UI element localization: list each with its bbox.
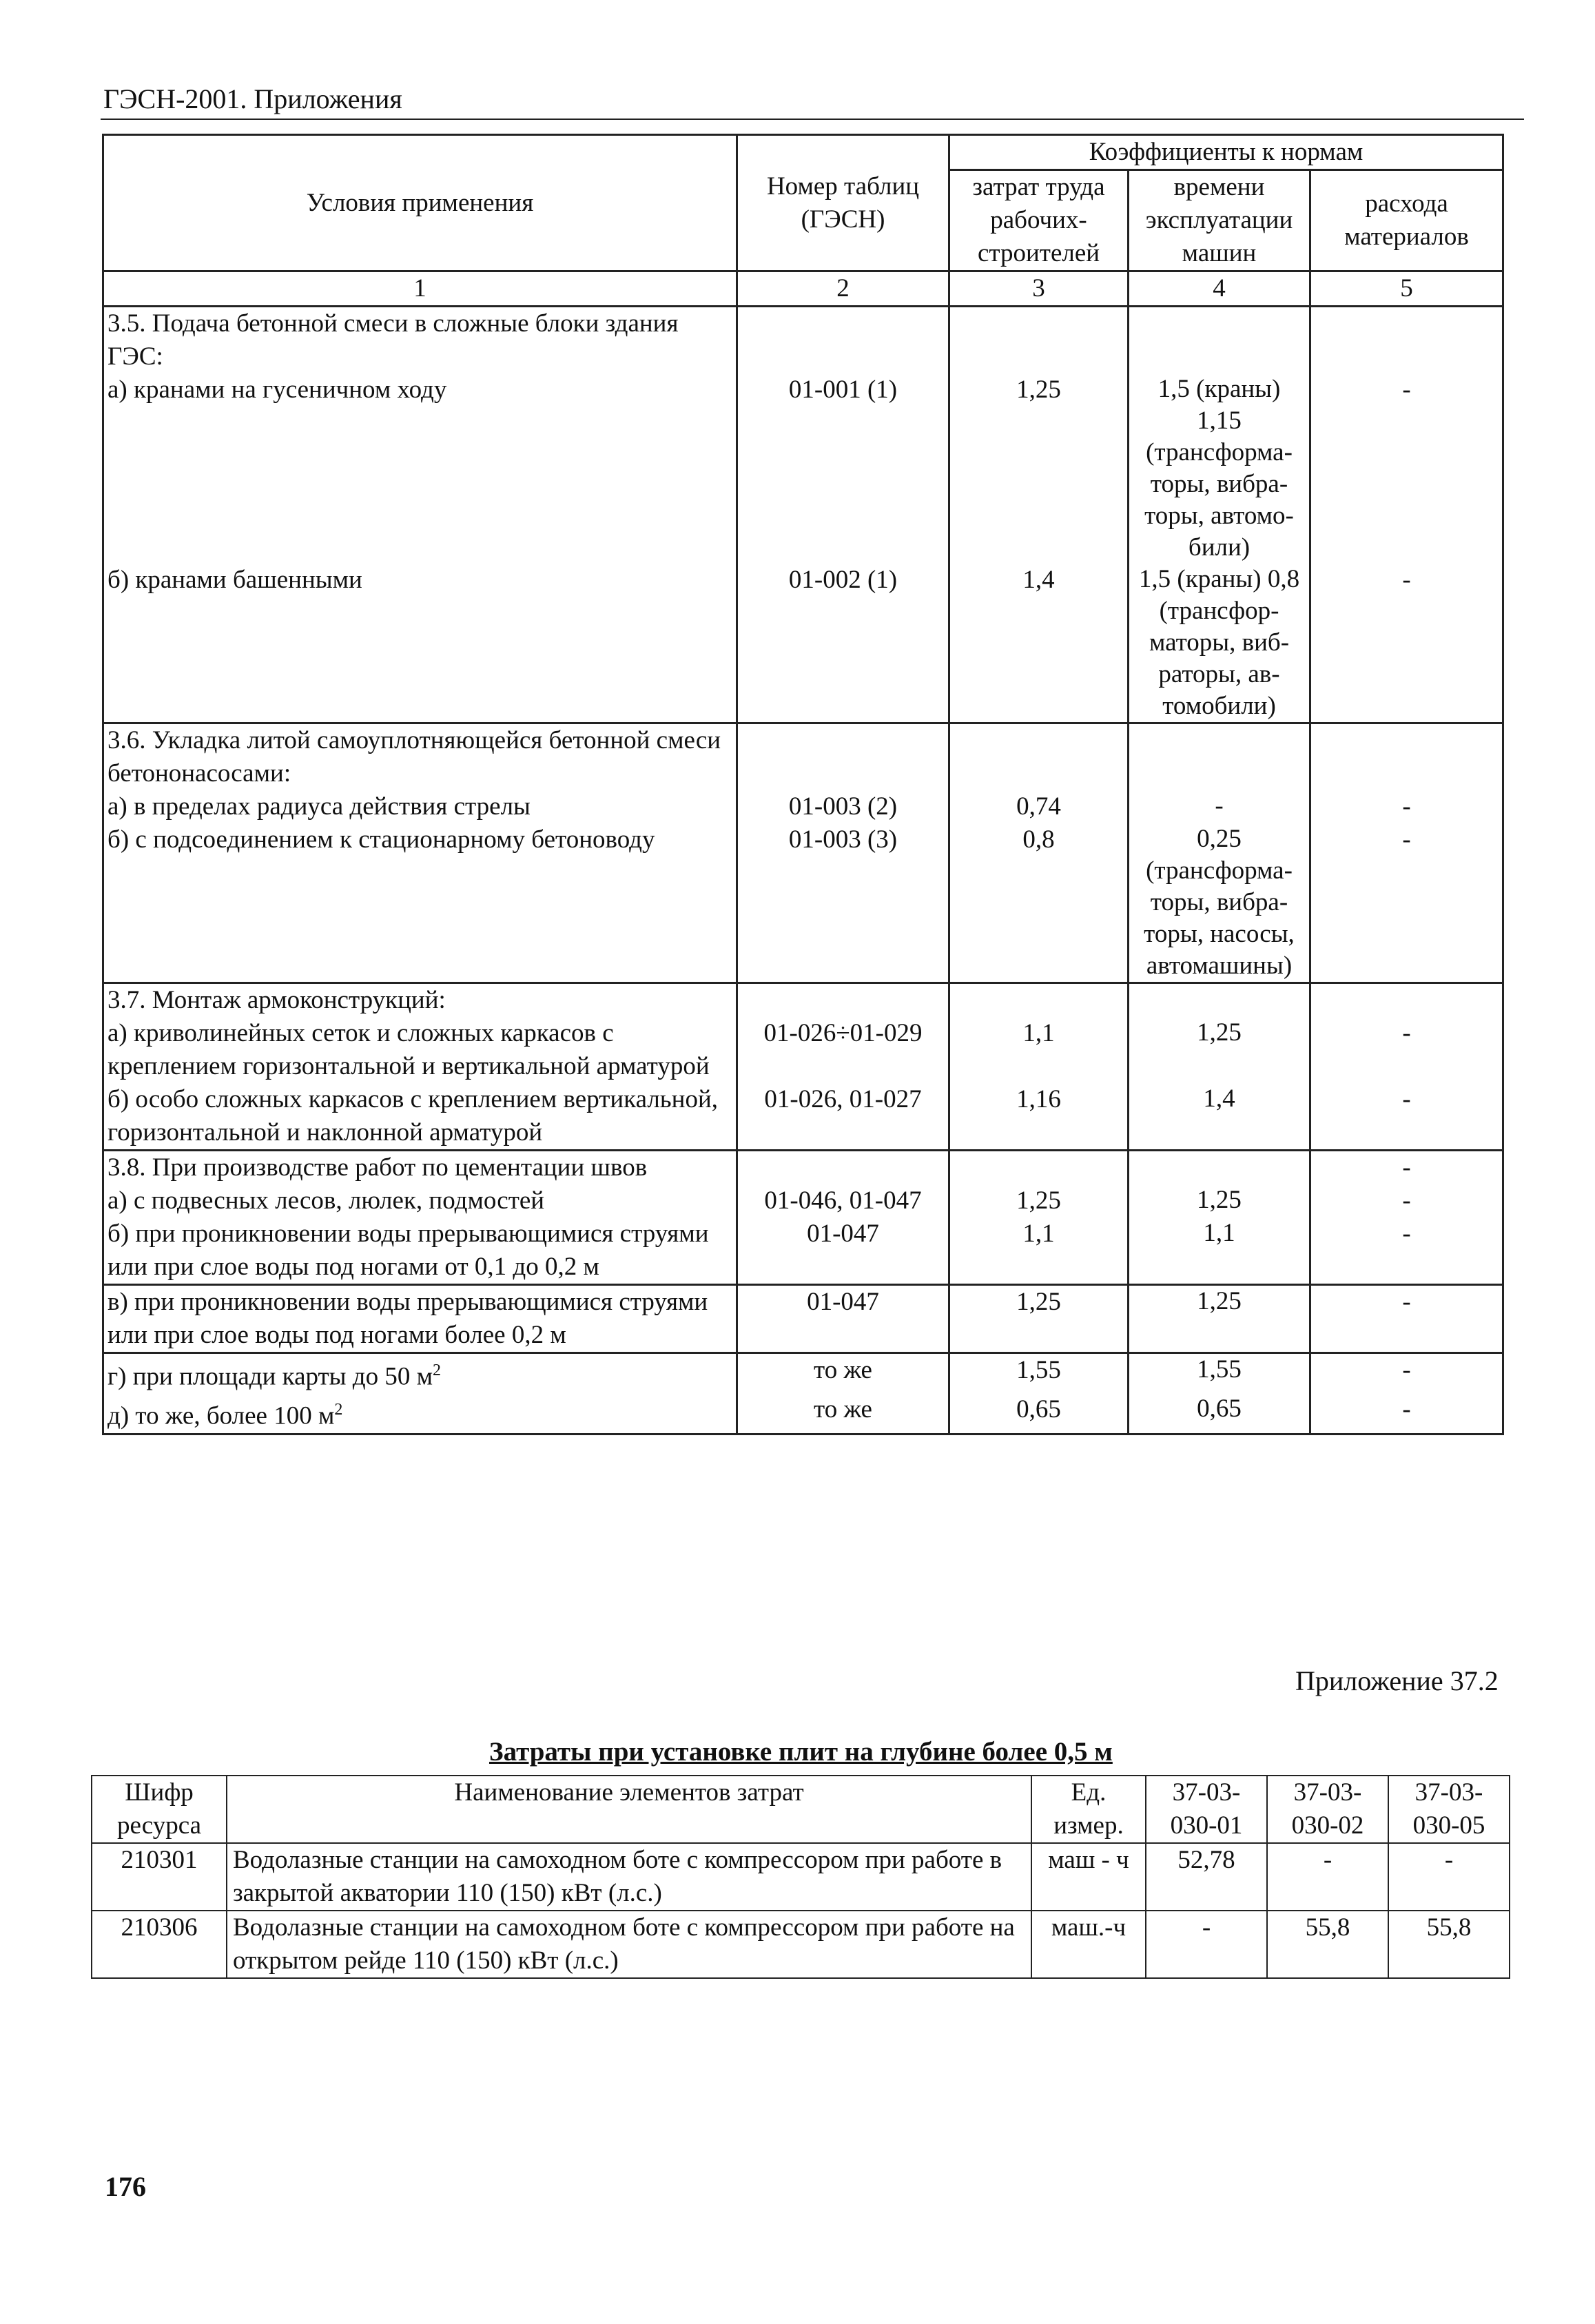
machines-coeff-cell: 1,5 (краны) 0,8 (трансфор-маторы, виб-раторы, ав-томобили) bbox=[1129, 564, 1310, 723]
materials-coeff-cell: - bbox=[1310, 1151, 1503, 1185]
materials-coeff-cell bbox=[1310, 307, 1503, 374]
column-number: 3 bbox=[949, 271, 1129, 307]
materials-coeff-cell: - bbox=[1310, 1083, 1503, 1151]
costs-table bbox=[91, 1775, 1510, 1979]
norm-value-cell: 52,78 bbox=[1146, 1843, 1267, 1911]
table-number-cell: 01-003 (3) bbox=[737, 823, 949, 983]
labor-coeff-cell: 1,16 bbox=[949, 1083, 1129, 1151]
materials-coeff-cell: - bbox=[1310, 823, 1503, 983]
machines-coeff-cell bbox=[1129, 983, 1310, 1018]
table-row bbox=[103, 1353, 1503, 1394]
table-row bbox=[103, 307, 1503, 374]
condition-cell: а) криволинейных сеток и сложных каркасов с креплением горизонтальной и вертикальной арматурой bbox=[103, 1017, 737, 1083]
table-row bbox=[92, 1911, 1510, 1978]
table-row bbox=[103, 723, 1503, 791]
norm-value-cell: 55,8 bbox=[1267, 1911, 1388, 1978]
header-rule bbox=[101, 119, 1524, 120]
costs-header-cell: Шифр ресурса bbox=[92, 1776, 227, 1843]
table-row bbox=[103, 1151, 1503, 1185]
condition-cell: а) с подвесных лесов, люлек, подмостей bbox=[103, 1184, 737, 1217]
condition-cell: б) при проникновении воды прерывающимися струями или при слое воды под ногами от 0,1 до 0,2 м bbox=[103, 1217, 737, 1285]
cost-element-name-cell: Водолазные станции на самоходном боте с компрессором при работе в закрытой акватории 110 (150) кВт (л.с.) bbox=[227, 1843, 1031, 1911]
materials-coeff-cell: - bbox=[1310, 1285, 1503, 1353]
machines-coeff-cell: 1,1 bbox=[1129, 1217, 1310, 1285]
table-row bbox=[103, 983, 1503, 1018]
labor-coeff-cell: 1,1 bbox=[949, 1217, 1129, 1285]
condition-cell bbox=[103, 1353, 737, 1394]
costs-header-cell: 37-03-030-05 bbox=[1388, 1776, 1510, 1843]
table-row bbox=[103, 1017, 1503, 1083]
table-row bbox=[103, 1393, 1503, 1434]
condition-cell: б) с подсоединением к стационарному бетоноводу bbox=[103, 823, 737, 983]
costs-table-header bbox=[92, 1776, 1510, 1843]
header-conditions: Условия применения bbox=[103, 135, 737, 271]
table-number-cell: то же bbox=[737, 1393, 949, 1434]
norm-value-cell: - bbox=[1267, 1843, 1388, 1911]
labor-coeff-cell: 0,74 bbox=[949, 790, 1129, 823]
materials-coeff-cell: - bbox=[1310, 1217, 1503, 1285]
header-labor: затрат труда рабочих-строителей bbox=[949, 170, 1129, 271]
unit-superscript: 2 bbox=[334, 1401, 343, 1419]
machines-coeff-cell: 0,25 (трансформа-торы, вибра-торы, насосы, автомашины) bbox=[1129, 823, 1310, 983]
column-numbers-row bbox=[103, 271, 1503, 307]
table-row bbox=[103, 1217, 1503, 1285]
costs-header-cell: Наименование элементов затрат bbox=[227, 1776, 1031, 1843]
materials-coeff-cell: - bbox=[1310, 790, 1503, 823]
condition-cell: 3.7. Монтаж армоконструкций: bbox=[103, 983, 737, 1018]
table-number-cell bbox=[737, 723, 949, 791]
header-machines: времени эксплуатации машин bbox=[1129, 170, 1310, 271]
labor-coeff-cell: 0,8 bbox=[949, 823, 1129, 983]
header-coefficients-group: Коэффициенты к нормам bbox=[949, 135, 1503, 170]
labor-coeff-cell: 1,55 bbox=[949, 1353, 1129, 1394]
page-number: 176 bbox=[105, 2171, 146, 2202]
cost-element-name-cell: Водолазные станции на самоходном боте с компрессором при работе на открытом рейде 110 (150) кВт (л.с.) bbox=[227, 1911, 1031, 1978]
table-number-cell: 01-047 bbox=[737, 1217, 949, 1285]
table-number-cell: 01-002 (1) bbox=[737, 564, 949, 723]
labor-coeff-cell: 1,1 bbox=[949, 1017, 1129, 1083]
machines-coeff-cell bbox=[1129, 723, 1310, 791]
condition-cell: 3.6. Укладка литой самоуплотняющейся бетонной смеси бетононасосами: bbox=[103, 723, 737, 791]
table-number-cell: 01-003 (2) bbox=[737, 790, 949, 823]
table-number-cell: 01-026÷01-029 bbox=[737, 1017, 949, 1083]
header-materials: расхода материалов bbox=[1310, 170, 1503, 271]
condition-cell bbox=[103, 1393, 737, 1434]
table-number-cell: 01-046, 01-047 bbox=[737, 1184, 949, 1217]
column-number: 2 bbox=[737, 271, 949, 307]
machines-coeff-cell: 1,25 bbox=[1129, 1184, 1310, 1217]
norm-value-cell: 55,8 bbox=[1388, 1911, 1510, 1978]
condition-text: г) при площади карты до 50 м bbox=[107, 1362, 433, 1391]
table-row bbox=[103, 1285, 1503, 1353]
machines-coeff-cell bbox=[1129, 307, 1310, 374]
table-number-cell: 01-047 bbox=[737, 1285, 949, 1353]
materials-coeff-cell: - bbox=[1310, 1184, 1503, 1217]
column-number: 4 bbox=[1129, 271, 1310, 307]
table-row bbox=[103, 790, 1503, 823]
materials-coeff-cell: - bbox=[1310, 1393, 1503, 1434]
condition-cell: а) в пределах радиуса действия стрелы bbox=[103, 790, 737, 823]
condition-cell: в) при проникновении воды прерывающимися струями или при слое воды под ногами более 0,2 м bbox=[103, 1285, 737, 1353]
machines-coeff-cell: - bbox=[1129, 790, 1310, 823]
costs-table-title: Затраты при установке плит на глубине более 0,5 м bbox=[489, 1737, 1113, 1767]
table-row bbox=[103, 1184, 1503, 1217]
materials-coeff-cell: - bbox=[1310, 1353, 1503, 1394]
labor-coeff-cell: 0,65 bbox=[949, 1393, 1129, 1434]
table-row bbox=[103, 823, 1503, 983]
machines-coeff-cell: 1,5 (краны) 1,15 (трансформа-торы, вибра-торы, автомо-били) bbox=[1129, 373, 1310, 564]
materials-coeff-cell: - bbox=[1310, 1017, 1503, 1083]
materials-coeff-cell: - bbox=[1310, 564, 1503, 723]
resource-code-cell: 210301 bbox=[92, 1843, 227, 1911]
labor-coeff-cell: 1,25 bbox=[949, 373, 1129, 564]
materials-coeff-cell bbox=[1310, 983, 1503, 1018]
unit-superscript: 2 bbox=[433, 1361, 442, 1379]
resource-code-cell: 210306 bbox=[92, 1911, 227, 1978]
labor-coeff-cell: 1,25 bbox=[949, 1285, 1129, 1353]
table-number-cell bbox=[737, 1151, 949, 1185]
coefficients-table bbox=[102, 134, 1504, 1435]
costs-header-cell: 37-03-030-02 bbox=[1267, 1776, 1388, 1843]
table-number-cell bbox=[737, 983, 949, 1018]
costs-header-cell: Ед. измер. bbox=[1031, 1776, 1146, 1843]
machines-coeff-cell: 1,4 bbox=[1129, 1083, 1310, 1151]
labor-coeff-cell bbox=[949, 1151, 1129, 1185]
machines-coeff-cell: 1,25 bbox=[1129, 1285, 1310, 1353]
unit-cell: маш.-ч bbox=[1031, 1911, 1146, 1978]
labor-coeff-cell bbox=[949, 983, 1129, 1018]
condition-cell: 3.8. При производстве работ по цементации швов bbox=[103, 1151, 737, 1185]
table-row bbox=[103, 373, 1503, 564]
table-row bbox=[92, 1843, 1510, 1911]
running-header: ГЭСН-2001. Приложения bbox=[103, 83, 402, 114]
machines-coeff-cell: 1,55 bbox=[1129, 1353, 1310, 1394]
table-row bbox=[103, 564, 1503, 723]
appendix-label: Приложение 37.2 bbox=[1295, 1665, 1499, 1696]
labor-coeff-cell bbox=[949, 307, 1129, 374]
table-row bbox=[103, 1083, 1503, 1151]
machines-coeff-cell: 1,25 bbox=[1129, 1017, 1310, 1083]
condition-cell: 3.5. Подача бетонной смеси в сложные блоки здания ГЭС: bbox=[103, 307, 737, 374]
norm-value-cell: - bbox=[1388, 1843, 1510, 1911]
materials-coeff-cell: - bbox=[1310, 373, 1503, 564]
labor-coeff-cell bbox=[949, 723, 1129, 791]
materials-coeff-cell bbox=[1310, 723, 1503, 791]
costs-header-cell: 37-03-030-01 bbox=[1146, 1776, 1267, 1843]
unit-cell: маш - ч bbox=[1031, 1843, 1146, 1911]
condition-cell: б) кранами башенными bbox=[103, 564, 737, 723]
machines-coeff-cell bbox=[1129, 1151, 1310, 1185]
table-number-cell: 01-001 (1) bbox=[737, 373, 949, 564]
condition-cell: а) кранами на гусеничном ходу bbox=[103, 373, 737, 564]
column-number: 1 bbox=[103, 271, 737, 307]
column-number: 5 bbox=[1310, 271, 1503, 307]
labor-coeff-cell: 1,4 bbox=[949, 564, 1129, 723]
condition-cell: б) особо сложных каркасов с креплением вертикальной, горизонтальной и наклонной арматурой bbox=[103, 1083, 737, 1151]
condition-text: д) то же, более 100 м bbox=[107, 1401, 335, 1430]
table-number-cell: 01-026, 01-027 bbox=[737, 1083, 949, 1151]
norm-value-cell: - bbox=[1146, 1911, 1267, 1978]
header-table-no: Номер таблиц (ГЭСН) bbox=[737, 135, 949, 271]
table-number-cell bbox=[737, 307, 949, 374]
labor-coeff-cell: 1,25 bbox=[949, 1184, 1129, 1217]
table-number-cell: то же bbox=[737, 1353, 949, 1394]
machines-coeff-cell: 0,65 bbox=[1129, 1393, 1310, 1434]
